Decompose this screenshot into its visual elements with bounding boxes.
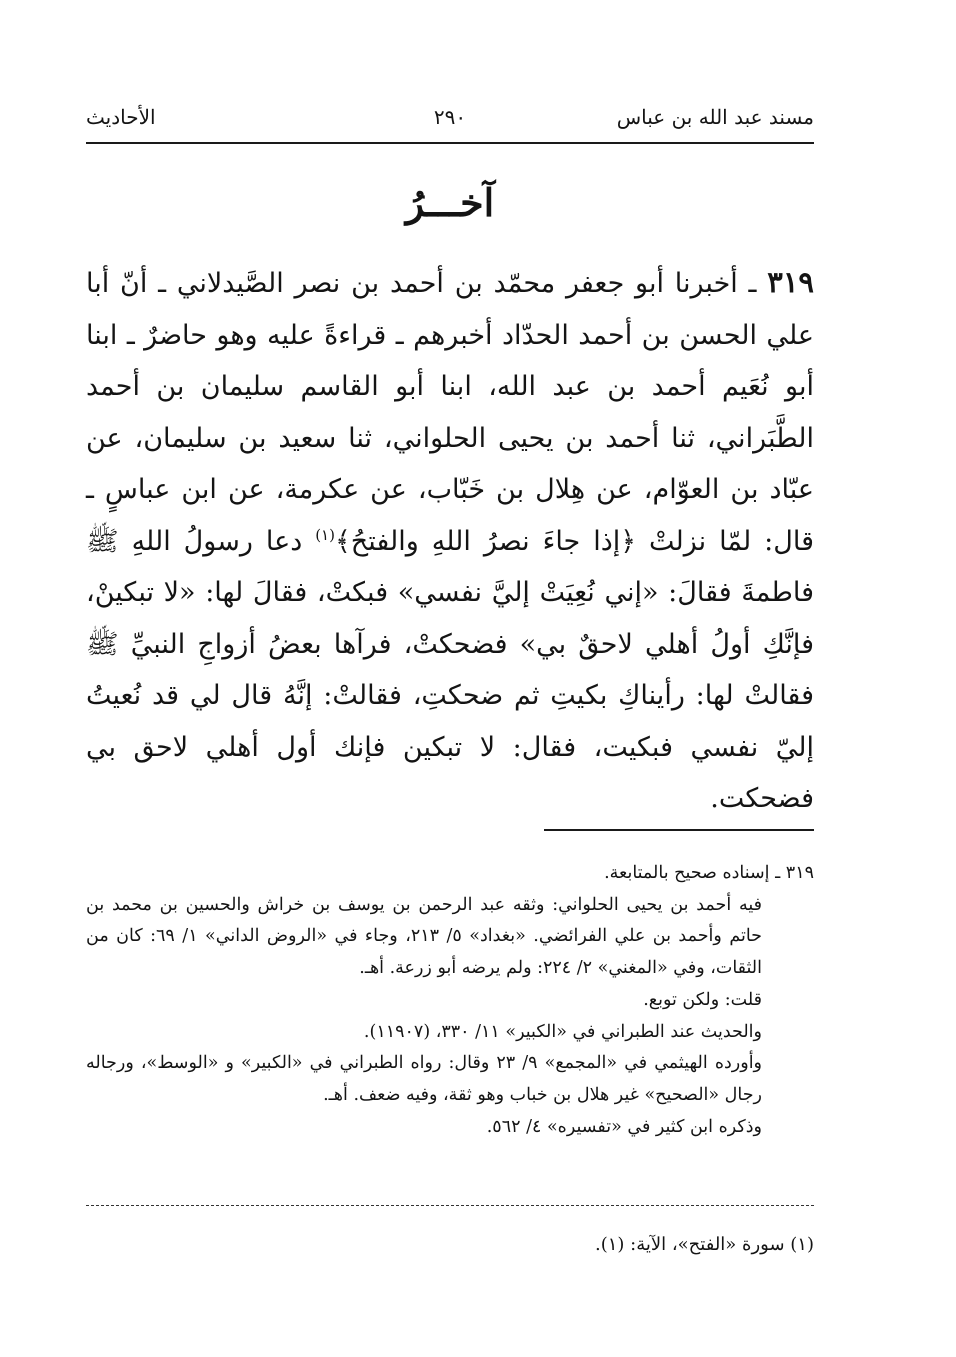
footnote-separator bbox=[86, 1205, 814, 1206]
takhrij-opening: ٣١٩ ـ إسناده صحيح بالمتابعة. bbox=[604, 863, 814, 883]
notes-separator bbox=[544, 829, 814, 831]
takhrij-notes bbox=[86, 858, 814, 1143]
footnote: (١) سورة «الفتح»، الآية: (١). bbox=[594, 1234, 814, 1255]
takhrij-paragraph: فيه أحمد بن يحيى الحلواني: وثقه عبد الرحمن بن يوسف بن خراش والحسين بن محمد بن حاتم وأحمد بن علي الفرائضي. «بغداد» ٥/ ٢١٣، وجاء في «الروض الداني» ١/ ٦٩: كان من الثقات، وفي «المغني» ٢/ ٢٢٤: ولم يرضه أبو زرعة. أهـ. bbox=[86, 894, 762, 979]
page-number: ٢٩٠ bbox=[433, 105, 467, 129]
hadith-text-part-1: ـ أخبرنا أبو جعفر محمّد بن أحمد بن نصر الصَّيدلاني ـ أنّ أبا علي الحسن بن أحمد الحدّاد أخبرهم ـ قراءةً عليه وهو حاضرٌ ـ ابنا أبو نُعَيم أحمد بن عبد الله، ابنا أبو القاسم سليمان بن أحمد الطَّبَراني، ثنا أحمد بن يحيى الحلواني، ثنا سعيد بن سليمان، عن عبّاد بن العوّام، عن هِلال بن خَبّاب، عن عكرمة، عن ابن عباسٍ ـ قال: لمّا نزلتْ ﴿إذا جاءَ نصرُ اللهِ والفتحُ﴾ bbox=[86, 268, 814, 557]
takhrij-paragraph: وذكره ابن كثير في «تفسيره» ٤/ ٥٦٢. bbox=[486, 1116, 762, 1137]
footnote-marker: (١) bbox=[315, 525, 335, 544]
hadith-number: ٣١٩ bbox=[767, 265, 814, 299]
chapter-title: آخـــرُ bbox=[405, 180, 495, 225]
hadith-text bbox=[86, 257, 814, 825]
takhrij-paragraph: قلت: ولكن توبع. bbox=[643, 989, 762, 1010]
takhrij-paragraph: وأورده الهيثمي في «المجمع» ٩/ ٢٣ وقال: رواه الطبراني في «الكبير» و «الوسط»، ورجاله رجال «الصحيح» غير هلال بن خباب وهو ثقة، وفيه ضعف. أهـ. bbox=[86, 1053, 763, 1105]
hadith-text-part-2: دعا رسولُ اللهِ ﷺ فاطمةَ فقالَ: «إني نُعِيَتْ إليَّ نفسي» فبكتْ، فقالَ لها: «لا تبكينْ، فإنَّكِ أولُ أهلي لاحقٌ بي» فضحكتْ، فرآها بعضُ أزواجِ النبيِّ ﷺ فقالتْ لها: رأيناكِ بكيتِ ثم ضحكتِ، فقالتْ: إنَّهُ قال لي قد نُعيتُ إليّ نفسي فبكيت، فقال: لا تبكين فإنك أول أهلي لاحق بي فضحكت. bbox=[86, 525, 814, 814]
header-rule bbox=[86, 142, 814, 144]
section-title: الأحاديث bbox=[86, 105, 156, 129]
running-header bbox=[86, 100, 814, 134]
book-title: مسند عبد الله بن عباس bbox=[616, 105, 814, 129]
takhrij-paragraph: والحديث عند الطبراني في «الكبير» ١١/ ٣٣٠، (١١٩٠٧). bbox=[363, 1021, 762, 1042]
